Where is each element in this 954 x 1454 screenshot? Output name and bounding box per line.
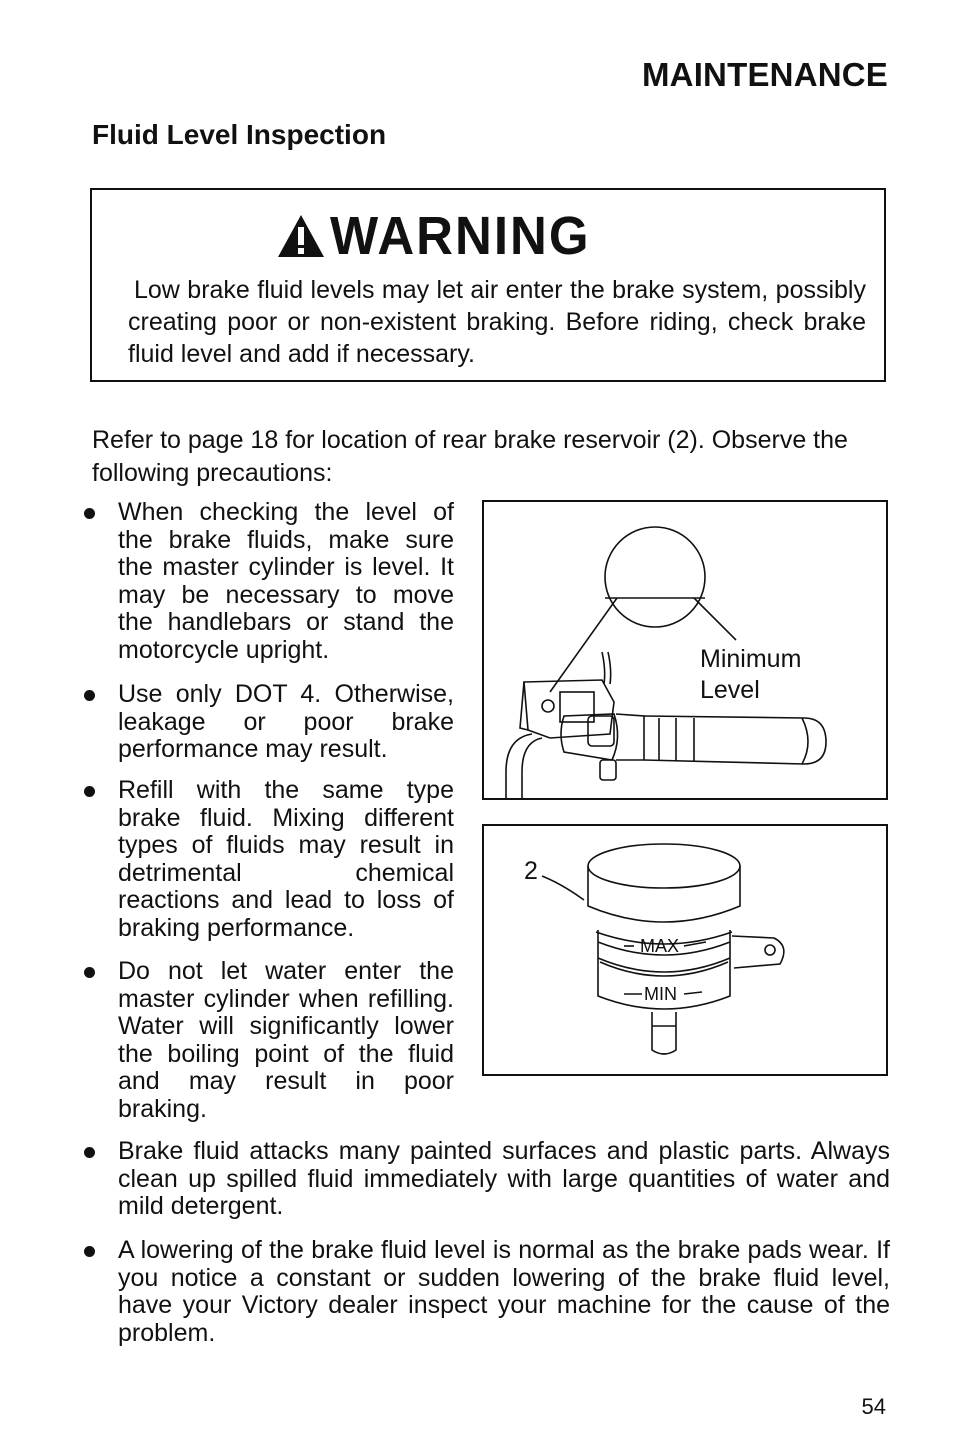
reservoir-callout-number: 2 <box>524 857 538 885</box>
list-item-text: Use only DOT 4. Otherwise, leakage or poor brake performance may result. <box>118 680 454 764</box>
bullet-icon <box>84 967 95 978</box>
list-item <box>80 499 454 665</box>
bullet-icon <box>84 1147 95 1158</box>
list-item <box>80 1138 890 1221</box>
bullet-icon <box>84 786 95 797</box>
bullet-icon <box>84 1246 95 1257</box>
subheading: Fluid Level Inspection <box>92 119 387 150</box>
page-number: 54 <box>861 1394 886 1419</box>
list-item-text: Do not let water enter the master cylinder when refilling. Water will significantly lower the boiling point of the fluid and may result in poor braking. <box>118 957 454 1123</box>
warning-box <box>90 188 886 382</box>
minimum-level-label <box>700 644 801 706</box>
section-title: MAINTENANCE <box>641 56 888 93</box>
intro-paragraph: Refer to page 18 for location of rear brake reservoir (2). Observe the following precautions: <box>92 426 848 487</box>
list-item <box>80 777 454 943</box>
min-level-label: MIN <box>644 984 677 1004</box>
list-item <box>80 958 454 1124</box>
warning-triangle-icon <box>276 213 326 259</box>
list-item-text: A lowering of the brake fluid level is normal as the brake pads wear. If you notice a constant or sudden lowering of the brake fluid level, have your Victory dealer inspect your machine for the cause of the problem. <box>118 1236 890 1347</box>
minimum-level-label-line1: Minimum <box>700 645 802 673</box>
list-item <box>80 681 454 764</box>
list-item-text: Brake fluid attacks many painted surfaces and plastic parts. Always clean up spilled fluid immediately with large quantities of water and mild detergent. <box>118 1137 890 1221</box>
figure-rear-reservoir <box>482 824 888 1076</box>
list-item-text: When checking the level of the brake fluids, make sure the master cylinder is level. It may be necessary to move the handlebars or stand the motorcycle upright. <box>118 498 454 664</box>
bullet-icon <box>84 690 95 701</box>
warning-title: WARNING <box>330 205 591 266</box>
bullet-icon <box>84 508 95 519</box>
master-cylinder-illustration <box>484 502 886 798</box>
rear-reservoir-illustration <box>484 826 886 1074</box>
max-level-label: MAX <box>640 936 680 956</box>
warning-header <box>276 205 591 266</box>
figure-master-cylinder <box>482 500 888 800</box>
list-item <box>80 1237 890 1347</box>
minimum-level-label-line2: Level <box>700 676 760 704</box>
warning-text: Low brake fluid levels may let air enter the brake system, possibly creating poor or non-existent braking. Before riding, check brake fluid level and add if necessary. <box>128 276 866 368</box>
list-item-text: Refill with the same type brake fluid. Mixing different types of fluids may result in detrimental chemical reactions and lead to loss of braking performance. <box>118 776 454 942</box>
